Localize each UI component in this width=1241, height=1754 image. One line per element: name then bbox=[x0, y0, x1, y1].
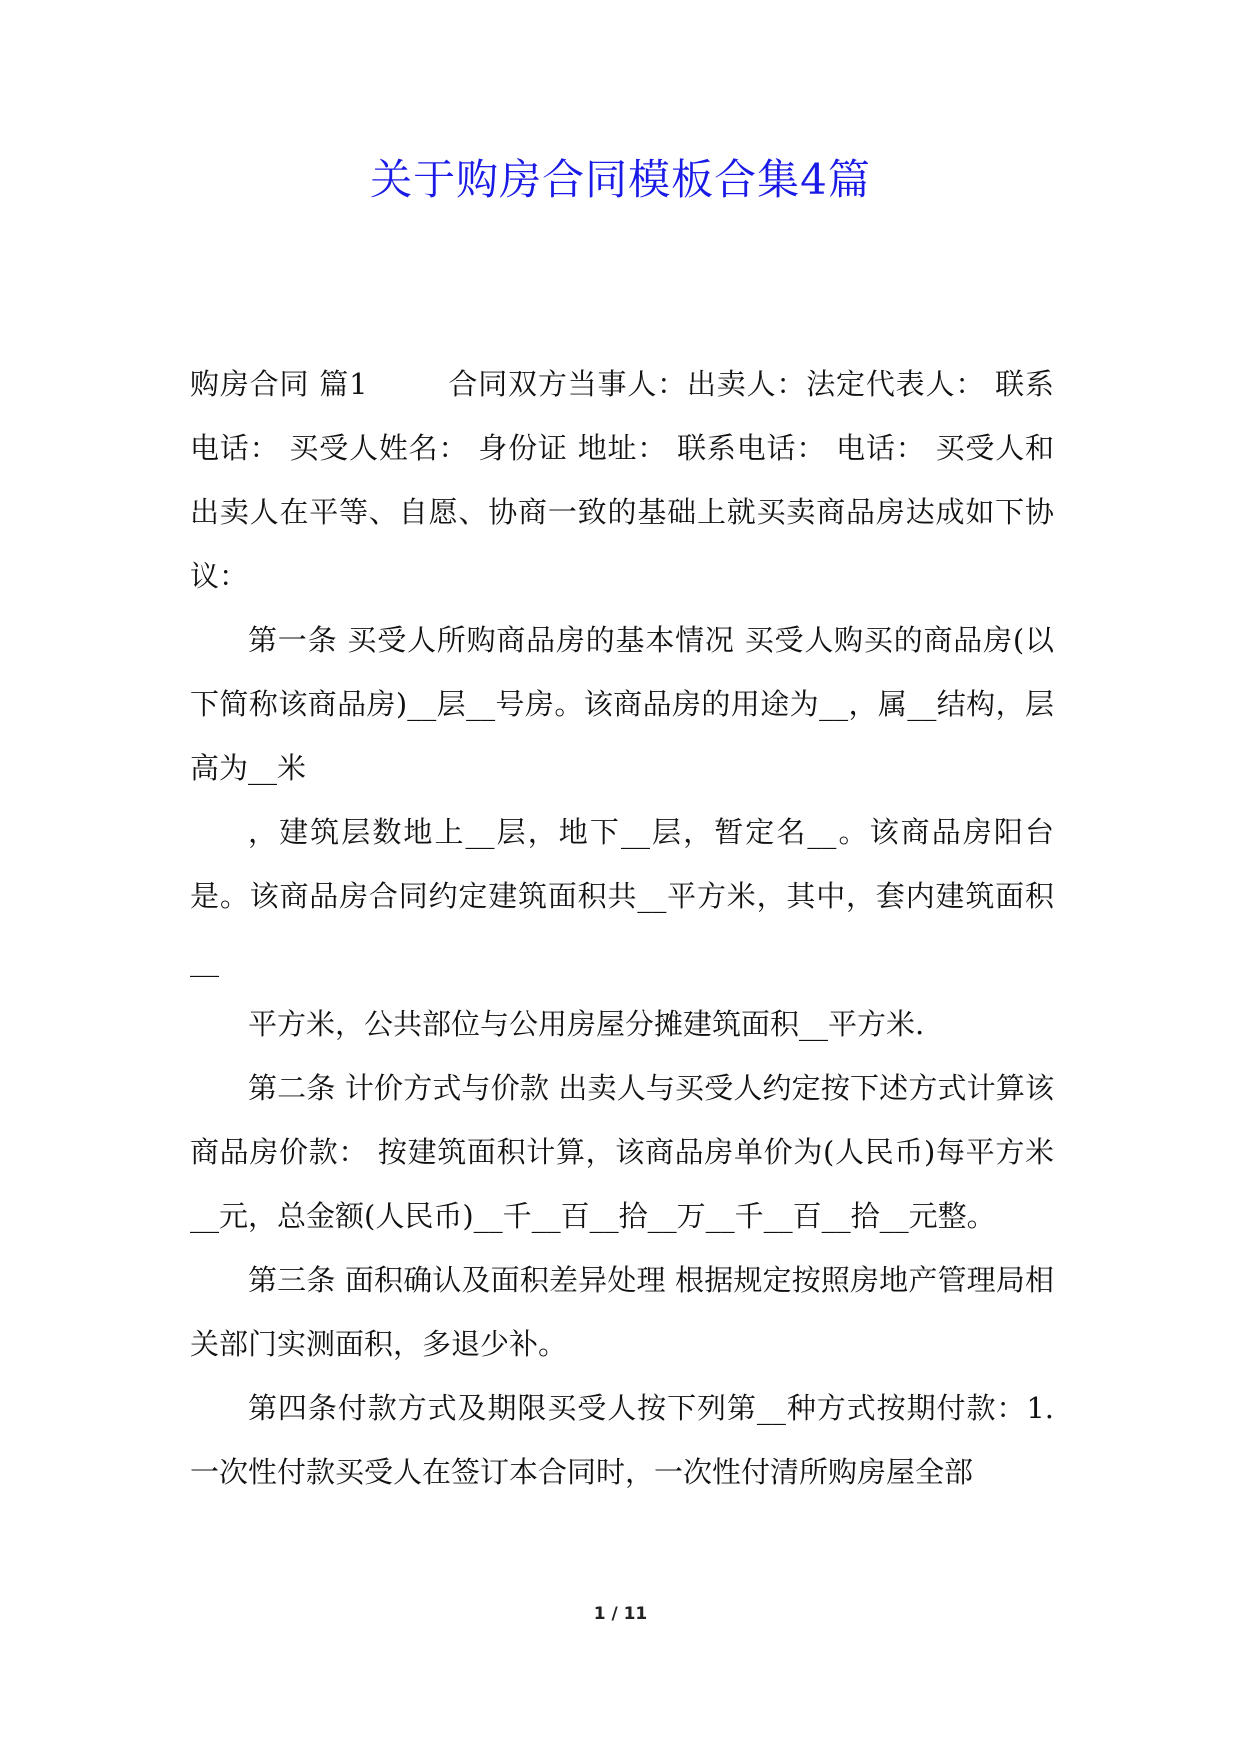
document-title: 关于购房合同模板合集4篇 bbox=[370, 155, 871, 204]
paragraph-article-1: 第一条 买受人所购商品房的基本情况 买受人购买的商品房(以下简称该商品房)__层__号房。该商品房的用途为__，属__结构，层高为__米 bbox=[190, 623, 1054, 785]
paragraph-article-4: 第四条付款方式及期限买受人按下列第__种方式按期付款：1.一次性付款买受人在签订本合同时，一次性付清所购房屋全部 bbox=[190, 1391, 1054, 1489]
paragraph-area: 平方米，公共部位与公用房屋分摊建筑面积__平方米. bbox=[248, 1007, 925, 1041]
page-number: 1 / 11 bbox=[593, 1604, 648, 1624]
parties-text: 合同双方当事人：出卖人：法定代表人： 联系电话： 买受人姓名： 身份证 地址： 联系电话： 电话： 买受人和出卖人在平等、自愿、协商一致的基础上就买卖商品房达成如下协议： bbox=[190, 367, 1054, 593]
document-body bbox=[190, 352, 1054, 1504]
paragraph-article-3: 第三条 面积确认及面积差异处理 根据规定按照房地产管理局相关部门实测面积，多退少补。 bbox=[190, 1263, 1054, 1361]
paragraph-article-2: 第二条 计价方式与价款 出卖人与买受人约定按下述方式计算该商品房价款： 按建筑面积计算，该商品房单价为(人民币)每平方米__元，总金额(人民币)__千__百__拾__万__千__百__拾__元整。 bbox=[190, 1071, 1054, 1233]
section-heading: 购房合同 篇1 bbox=[190, 367, 368, 401]
paragraph-intro bbox=[190, 352, 1054, 608]
paragraph-floors: ，建筑层数地上__层，地下__层，暂定名__。该商品房阳台是。该商品房合同约定建筑面积共__平方米，其中，套内建筑面积__ bbox=[190, 815, 1054, 977]
